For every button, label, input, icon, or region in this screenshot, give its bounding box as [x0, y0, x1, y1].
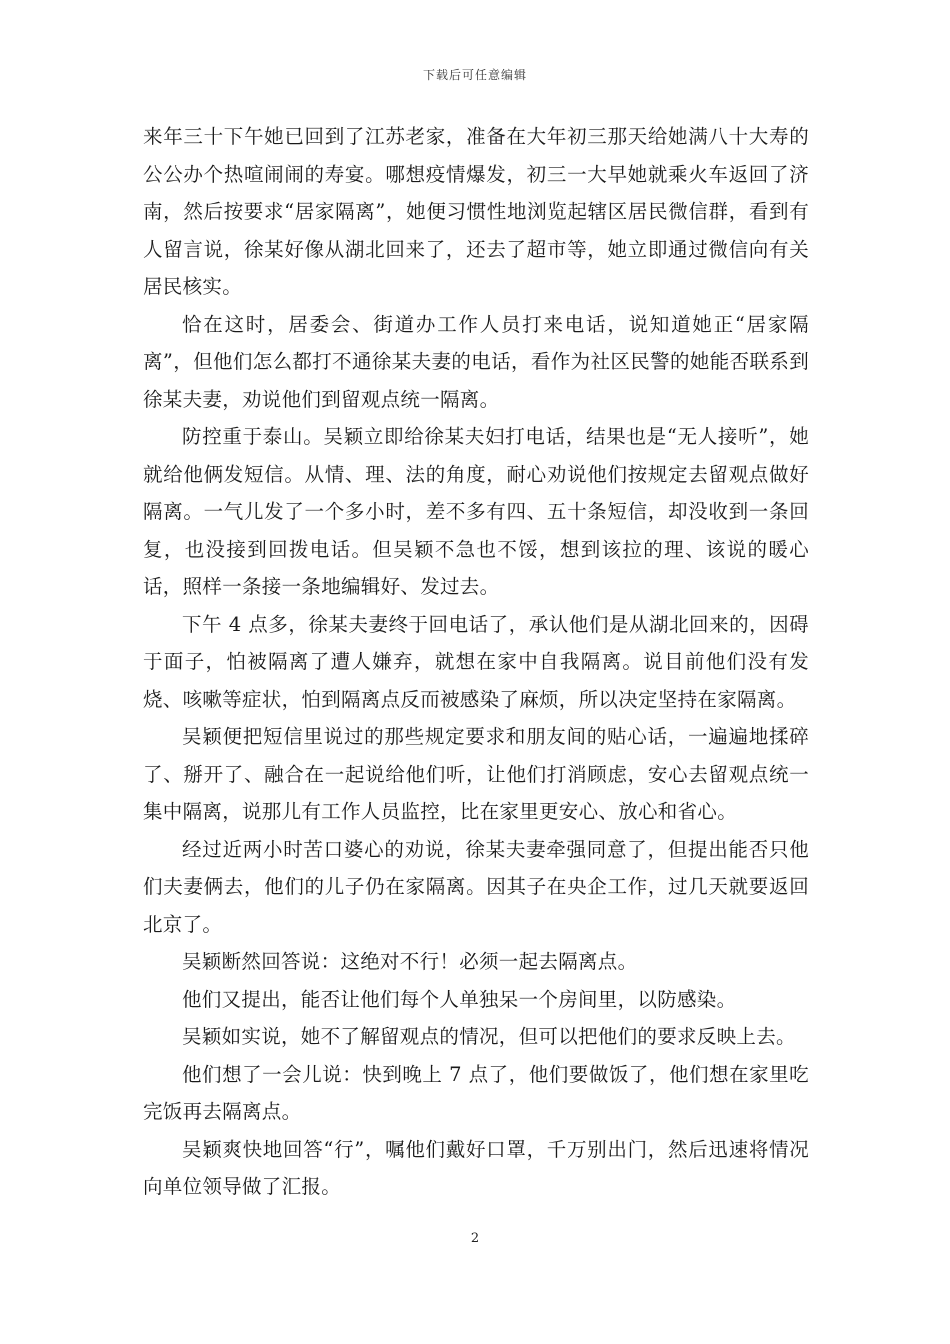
paragraph: 下午 4 点多，徐某夫妻终于回电话了，承认他们是从湖北回来的，因碍于面子，怕被隔离了遭人嫌弃，就想在家中自我隔离。说目前他们没有发烧、咳嗽等症状，怕到隔离点反而被感染了麻烦，所以决定坚持在家隔离。: [143, 612, 809, 711]
paragraph: 经过近两小时苦口婆心的劝说，徐某夫妻牵强同意了，但提出能否只他们夫妻俩去，他们的儿子仍在家隔离。因其子在央企工作，过几天就要返回北京了。: [143, 837, 809, 936]
body-text: [143, 118, 809, 1206]
page-header: 下载后可任意编辑: [422, 68, 527, 82]
paragraph: 吴颖如实说，她不了解留观点的情况，但可以把他们的要求反映上去。: [182, 1025, 796, 1048]
paragraph: 吴颖断然回答说：这绝对不行！必须一起去隔离点。: [182, 950, 638, 973]
page-number: 2: [470, 1231, 480, 1246]
paragraph: 他们想了一会儿说：快到晚上 7 点了，他们要做饭了，他们想在家里吃完饭再去隔离点。: [143, 1062, 809, 1123]
paragraph: 恰在这时，居委会、街道办工作人员打来电话，说知道她正“居家隔离”，但他们怎么都打不通徐某夫妻的电话，看作为社区民警的她能否联系到徐某夫妻，劝说他们到留观点统一隔离。: [143, 312, 809, 411]
paragraph: 防控重于泰山。吴颖立即给徐某夫妇打电话，结果也是“无人接听”，她就给他俩发短信。从情、理、法的角度，耐心劝说他们按规定去留观点做好隔离。一气儿发了一个多小时，差不多有四、五十条短信，却没收到一条回复，也没接到回拨电话。但吴颖不急也不馁，想到该拉的理、该说的暖心话，照样一条接一条地编辑好、发过去。: [143, 425, 809, 598]
paragraph: 吴颖便把短信里说过的那些规定要求和朋友间的贴心话，一遍遍地揉碎了、掰开了、融合在一起说给他们听，让他们打消顾虑，安心去留观点统一集中隔离，说那儿有工作人员监控，比在家里更安心、放心和省心。: [143, 725, 809, 823]
paragraph: 他们又提出，能否让他们每个人单独呆一个房间里，以防感染。: [182, 987, 737, 1011]
paragraph: 吴颖爽快地回答“行”，嘱他们戴好口罩，千万别出门，然后迅速将情况向单位领导做了汇报。: [143, 1137, 809, 1198]
paragraph-continuation: 来年三十下午她已回到了江苏老家，准备在大年初三那天给她满八十大寿的公公办个热喧闹闹的寿宴。哪想疫情爆发，初三一大早她就乘火车返回了济南，然后按要求“居家隔离”，她便习惯性地浏览起辖区居民微信群，看到有人留言说，徐某好像从湖北回来了，还去了超市等，她立即通过微信向有关居民核实。: [143, 125, 809, 298]
